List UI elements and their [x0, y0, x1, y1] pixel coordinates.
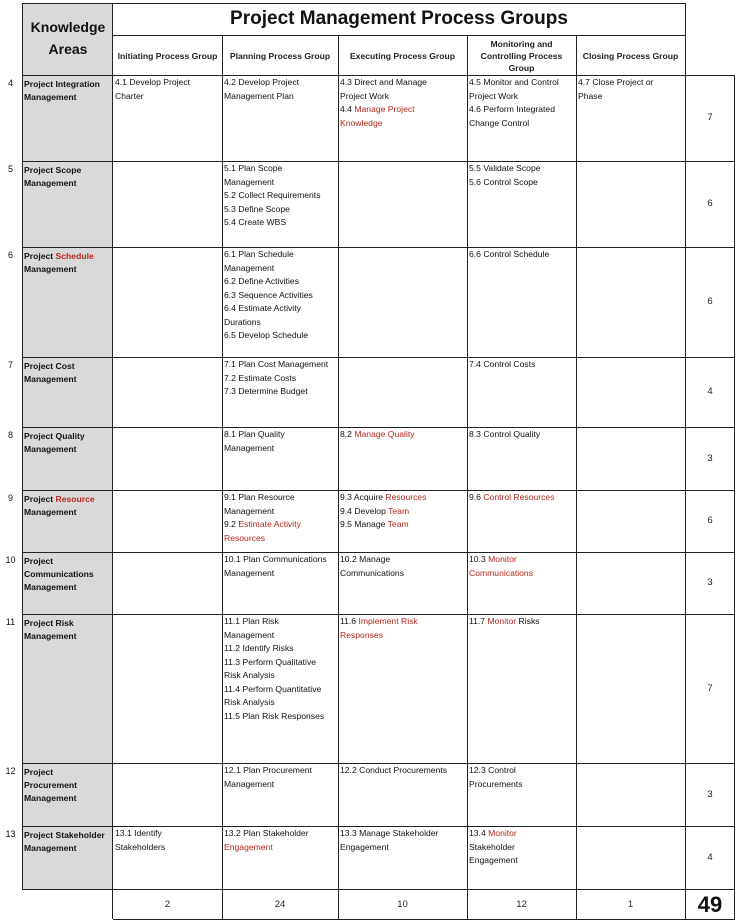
row-number: 11	[5, 617, 16, 627]
process-item-line	[224, 567, 337, 581]
grid-line	[22, 427, 735, 428]
process-text: Engagement	[340, 841, 389, 852]
knowledge-areas-header-line-1: Knowledge	[30, 19, 106, 35]
grid-line	[113, 35, 686, 36]
knowledge-area-text: Management	[24, 631, 77, 641]
row-number: 12	[5, 766, 16, 776]
grid-line	[22, 490, 735, 491]
knowledge-area-text: Project Cost	[24, 361, 75, 371]
process-item-line	[469, 778, 575, 792]
process-item-line	[224, 76, 337, 90]
process-item-line	[224, 518, 337, 532]
column-header-4	[467, 36, 576, 76]
process-text: Project Work	[340, 90, 390, 101]
process-item-line	[224, 764, 337, 778]
knowledge-area-text: Schedule	[55, 251, 94, 261]
process-text: Monitor	[487, 616, 517, 626]
process-item-line	[340, 615, 466, 629]
process-cell	[469, 827, 575, 868]
knowledge-area-text: Management	[24, 374, 77, 384]
process-text: Knowledge	[340, 117, 383, 128]
process-item-line	[224, 329, 337, 343]
process-cell	[469, 76, 575, 130]
process-item-line	[115, 827, 221, 841]
grid-line	[22, 826, 735, 827]
process-cell	[224, 76, 337, 103]
process-text: Control Resources	[483, 492, 555, 502]
process-text: 13.2 Plan Stakeholder	[224, 828, 309, 838]
knowledge-area-label	[24, 829, 112, 855]
process-item-line	[469, 103, 575, 117]
column-header-2	[222, 36, 338, 76]
grand-total: 49	[697, 892, 723, 917]
process-text: Risk Analysis	[224, 697, 275, 707]
process-text: 13.1 Identify	[115, 828, 162, 838]
column-header-line: Monitoring and	[490, 39, 553, 49]
process-text: 11.7	[469, 616, 488, 626]
knowledge-area-text: Project	[24, 494, 56, 504]
process-text: Management	[224, 262, 275, 273]
process-cell	[469, 491, 575, 505]
process-item-line	[224, 629, 337, 643]
knowledge-area-text: Management	[24, 507, 77, 517]
grid-line	[576, 35, 577, 919]
process-text: Monitor	[488, 554, 517, 564]
process-text: 13.3 Manage Stakeholder	[340, 828, 439, 838]
process-cell	[115, 76, 221, 103]
process-text: Resources	[224, 532, 266, 543]
process-item-line	[469, 358, 575, 372]
process-text: 11.4 Perform Quantitative	[224, 683, 322, 694]
process-text: 10.1 Plan Communications	[224, 554, 327, 564]
process-text: 4.7 Close Project or	[578, 77, 654, 87]
process-text: Responses	[340, 629, 383, 640]
process-text: 9.6	[469, 492, 484, 502]
column-total: 2	[164, 899, 171, 910]
process-text: 11.6	[340, 616, 359, 626]
process-item-line	[340, 827, 466, 841]
grid-line	[22, 3, 23, 889]
column-header-line: Closing Process Group	[582, 51, 679, 61]
process-text: 13.4	[469, 828, 489, 838]
process-item-line	[469, 615, 575, 629]
process-text: 5.1 Plan Scope	[224, 163, 283, 173]
process-text: 11.5 Plan Risk Responses	[224, 710, 325, 721]
process-text: 6.6 Control Schedule	[469, 249, 550, 259]
process-count: 6	[707, 198, 713, 209]
grid-line	[22, 161, 735, 162]
page-title: Project Management Process Groups	[230, 8, 568, 29]
process-text: 6.4 Estimate Activity	[224, 303, 301, 313]
process-item-line	[340, 764, 466, 778]
process-cell	[224, 491, 337, 545]
grid-line	[467, 35, 468, 919]
process-text: Team	[387, 519, 409, 529]
process-cell	[340, 491, 466, 532]
process-text: Management Plan	[224, 90, 294, 101]
process-text: Phase	[578, 90, 603, 101]
process-item-line	[224, 275, 337, 289]
grid-line	[222, 35, 223, 919]
process-cell	[224, 615, 337, 723]
process-item-line	[224, 262, 337, 276]
process-item-line	[469, 764, 575, 778]
grid-line	[22, 75, 686, 76]
process-text: 4.6 Perform Integrated	[469, 104, 555, 114]
process-cell	[224, 162, 337, 230]
process-text: Management	[224, 778, 275, 789]
knowledge-area-text: Management	[24, 444, 77, 454]
column-header-line: Executing Process Group	[349, 51, 456, 61]
process-item-line	[224, 372, 337, 386]
grid-line	[685, 75, 735, 76]
process-count: 3	[707, 452, 713, 464]
process-item-line	[224, 683, 337, 697]
grid-line	[734, 75, 735, 919]
row-number: 5	[7, 164, 13, 174]
process-text: 5.4 Create WBS	[224, 217, 287, 227]
process-item-line	[224, 696, 337, 710]
knowledge-area-text: Project Stakeholder	[24, 830, 105, 840]
knowledge-area-label	[24, 555, 112, 594]
grid-line	[685, 3, 686, 919]
process-text: 7.1 Plan Cost Management	[224, 359, 329, 369]
process-item-line	[224, 442, 337, 456]
process-text: Risk Analysis	[224, 670, 275, 680]
process-item-line	[224, 316, 337, 330]
row-number: 13	[5, 829, 16, 839]
process-text: 6.1 Plan Schedule	[224, 249, 294, 259]
grid-line	[113, 919, 735, 920]
knowledge-area-text: Management	[24, 178, 77, 188]
process-text: 4.2 Develop Project	[224, 77, 299, 87]
process-item-line	[224, 710, 337, 724]
knowledge-area-text: Project	[24, 251, 56, 261]
knowledge-area-label	[24, 493, 112, 519]
process-text: Management	[224, 176, 275, 187]
column-header-line: Planning Process Group	[229, 51, 331, 61]
process-text: Communications	[340, 567, 404, 578]
process-item-line	[224, 615, 337, 629]
knowledge-area-text: Project Quality	[24, 431, 85, 441]
process-text: Stakeholders	[115, 841, 166, 852]
process-cell	[469, 358, 575, 372]
process-item-line	[578, 76, 684, 90]
process-item-line	[224, 216, 337, 230]
process-text: 5.5 Validate Scope	[469, 163, 541, 173]
process-cell	[469, 162, 575, 189]
process-cell	[340, 764, 466, 778]
process-item-line	[224, 505, 337, 519]
process-cell	[469, 248, 575, 262]
process-item-line	[469, 841, 575, 855]
process-text: 5.3 Define Scope	[224, 203, 290, 214]
process-item-line	[469, 553, 575, 567]
process-item-line	[340, 103, 466, 117]
process-text: Monitor	[488, 828, 517, 838]
process-item-line	[115, 90, 221, 104]
process-count: 4	[707, 851, 713, 863]
process-item-line	[340, 505, 466, 519]
process-item-line	[340, 553, 466, 567]
process-cell	[340, 76, 466, 130]
process-text: 10.2 Manage	[340, 554, 391, 564]
knowledge-area-label	[24, 78, 112, 104]
process-count: 4	[707, 386, 713, 397]
process-text: 11.3 Perform Qualitative	[224, 656, 317, 667]
process-text: Manage Project	[354, 104, 415, 114]
process-text: 5.2 Collect Requirements	[224, 190, 321, 200]
process-item-line	[224, 162, 337, 176]
process-text: 11.2 Identify Risks	[224, 643, 294, 653]
process-text: 5.6 Control Scope	[469, 176, 538, 187]
process-text: Procurements	[469, 778, 523, 789]
process-item-line	[224, 358, 337, 372]
process-item-line	[224, 176, 337, 190]
process-item-line	[224, 656, 337, 670]
row-number: 7	[7, 360, 13, 370]
process-cell	[224, 764, 337, 791]
knowledge-area-text: Project Risk	[24, 618, 74, 628]
process-text: Management	[224, 567, 275, 578]
process-text: 4.5 Monitor and Control	[469, 77, 559, 87]
process-item-line	[224, 642, 337, 656]
process-item-line	[224, 428, 337, 442]
process-cell	[469, 764, 575, 791]
process-item-line	[469, 176, 575, 190]
process-text: Estimate Activity	[238, 519, 301, 529]
process-count: 3	[707, 577, 713, 588]
knowledge-area-label	[24, 164, 112, 190]
grid-line	[112, 3, 113, 919]
knowledge-area-text: Project	[24, 767, 54, 777]
process-item-line	[340, 629, 466, 643]
process-cell	[224, 358, 337, 399]
row-number: 9	[7, 493, 13, 503]
process-text: 9.3 Acquire	[340, 492, 386, 502]
process-text: Management	[224, 629, 275, 640]
knowledge-area-text: Project Scope	[24, 165, 82, 175]
process-item-line	[224, 189, 337, 203]
process-item-line	[578, 90, 684, 104]
process-text: Charter	[115, 90, 144, 101]
process-count: 3	[707, 788, 713, 800]
process-item-line	[469, 854, 575, 868]
knowledge-areas-header-line-2: Areas	[48, 41, 88, 57]
process-item-line	[340, 90, 466, 104]
process-item-line	[224, 289, 337, 303]
process-count: 6	[707, 296, 713, 307]
knowledge-area-text: Project	[24, 556, 54, 566]
process-text: Stakeholder	[469, 841, 515, 852]
process-text: 9.4 Develop	[340, 505, 389, 516]
process-item-line	[224, 553, 337, 567]
process-item-line	[224, 248, 337, 262]
process-text: 9.1 Plan Resource	[224, 492, 295, 502]
process-item-line	[469, 827, 575, 841]
process-text: 9.5 Manage	[340, 519, 388, 529]
process-item-line	[340, 76, 466, 90]
row-number: 6	[7, 250, 13, 260]
process-text: Management	[224, 442, 275, 453]
process-item-line	[224, 778, 337, 792]
process-cell	[340, 553, 466, 580]
process-cell	[578, 76, 684, 103]
process-text: 7.3 Determine Budget	[224, 386, 308, 396]
process-item-line	[469, 428, 575, 442]
process-item-line	[115, 841, 221, 855]
process-cell	[469, 615, 575, 629]
process-cell	[340, 428, 466, 442]
process-text: 4.1 Develop Project	[115, 77, 190, 87]
grid-line	[22, 357, 735, 358]
column-header-5	[576, 36, 685, 76]
column-total: 1	[627, 899, 634, 910]
knowledge-area-label	[24, 766, 112, 805]
grid-line	[22, 889, 735, 890]
process-item-line	[224, 491, 337, 505]
column-total: 10	[397, 899, 408, 910]
process-text: Implement Risk	[358, 616, 418, 626]
process-count: 7	[707, 112, 713, 123]
process-text: Durations	[224, 316, 261, 327]
grid-line	[22, 763, 735, 764]
row-number: 8	[7, 430, 13, 440]
knowledge-area-text: Management	[24, 793, 77, 803]
process-text: Communications	[469, 567, 533, 578]
process-text: Engagement	[224, 841, 273, 852]
process-count: 7	[707, 682, 713, 694]
process-cell	[469, 553, 575, 580]
knowledge-area-text: Project Integration	[24, 79, 100, 89]
process-item-line	[224, 669, 337, 683]
process-item-line	[224, 385, 337, 399]
process-item-line	[469, 248, 575, 262]
grid-line	[22, 247, 735, 248]
process-cell	[115, 827, 221, 854]
knowledge-area-text: Management	[24, 843, 77, 853]
column-header-line: Controlling Process	[480, 51, 563, 61]
process-text: 6.3 Sequence Activities	[224, 289, 313, 300]
process-item-line	[469, 90, 575, 104]
knowledge-area-text: Communications	[24, 569, 94, 579]
process-text: Team	[388, 505, 410, 516]
process-text: Change Control	[469, 117, 530, 128]
grid-line	[338, 35, 339, 919]
column-header-3	[338, 36, 467, 76]
column-header-line: Initiating Process Group	[117, 51, 218, 61]
process-text: 10.3	[469, 554, 489, 564]
knowledge-area-text: Management	[24, 92, 77, 102]
process-text: 8.3 Control Quality	[469, 429, 541, 439]
process-item-line	[224, 203, 337, 217]
process-text: 12.2 Conduct Procurements	[340, 765, 448, 775]
process-item-line	[469, 567, 575, 581]
process-cell	[469, 428, 575, 442]
knowledge-area-label	[24, 250, 112, 276]
process-text: 6.5 Develop Schedule	[224, 330, 309, 340]
process-text: 9.2	[224, 519, 239, 529]
row-number: 4	[7, 78, 13, 88]
process-item-line	[340, 518, 466, 532]
process-text: Manage Quality	[354, 429, 415, 439]
knowledge-area-text: Management	[24, 582, 77, 592]
process-item-line	[224, 532, 337, 546]
process-item-line	[115, 76, 221, 90]
process-item-line	[469, 117, 575, 131]
knowledge-area-text: Resource	[55, 494, 95, 504]
process-item-line	[340, 841, 466, 855]
process-text: 11.1 Plan Risk	[224, 616, 279, 626]
process-text: 4.4	[340, 104, 355, 114]
process-text: Risks	[516, 616, 540, 626]
process-text: Resources	[385, 492, 427, 502]
knowledge-area-label	[24, 360, 112, 386]
column-total: 12	[516, 899, 527, 910]
process-text: 7.2 Estimate Costs	[224, 372, 297, 383]
knowledge-areas-header	[24, 16, 112, 60]
process-item-line	[340, 491, 466, 505]
process-cell	[224, 553, 337, 580]
process-cell	[224, 248, 337, 343]
knowledge-area-text: Management	[24, 264, 77, 274]
grid-line	[22, 3, 686, 4]
process-text: 12.1 Plan Procurement	[224, 765, 312, 775]
process-text: Engagement	[469, 855, 518, 865]
process-item-line	[469, 491, 575, 505]
process-text: 12.3 Control	[469, 765, 516, 775]
process-cell	[340, 615, 466, 642]
process-item-line	[224, 302, 337, 316]
knowledge-area-label	[24, 617, 112, 643]
column-total: 24	[274, 899, 286, 910]
knowledge-area-label	[24, 430, 112, 456]
process-cell	[340, 827, 466, 854]
process-text: 4.3 Direct and Manage	[340, 77, 427, 87]
process-text: 6.2 Define Activities	[224, 276, 299, 286]
process-item-line	[340, 567, 466, 581]
knowledge-area-text: Procurement	[24, 780, 78, 790]
process-text: 8.1 Plan Quality	[224, 429, 285, 439]
process-count: 6	[707, 515, 713, 526]
process-text: 8.2	[340, 429, 355, 439]
column-header-1	[113, 36, 222, 76]
process-item-line	[340, 117, 466, 131]
grid-line	[22, 552, 735, 553]
process-cell	[224, 428, 337, 455]
process-item-line	[224, 841, 337, 855]
process-item-line	[340, 428, 466, 442]
process-text: Project Work	[469, 90, 519, 101]
process-item-line	[224, 90, 337, 104]
process-text: Management	[224, 505, 275, 516]
process-item-line	[469, 76, 575, 90]
process-item-line	[469, 162, 575, 176]
process-text: 7.4 Control Costs	[469, 359, 536, 369]
column-header-line: Group	[508, 63, 535, 73]
grid-line	[22, 614, 735, 615]
process-item-line	[224, 827, 337, 841]
row-number: 10	[5, 555, 16, 565]
process-cell	[224, 827, 337, 854]
